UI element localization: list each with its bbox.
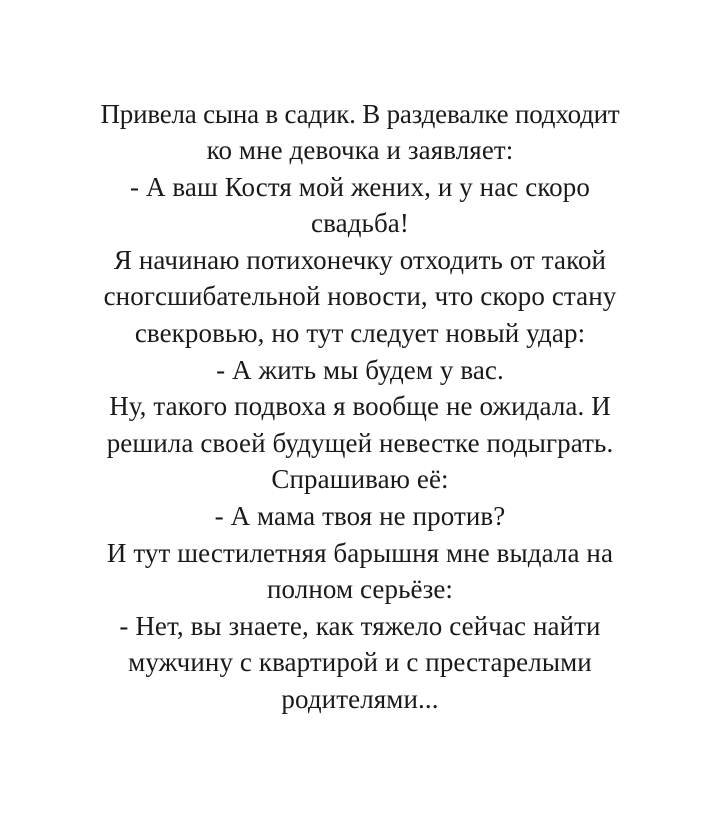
text-line-10: решила своей будущей невестке подыграть. bbox=[106, 427, 614, 458]
text-line-2: ко мне девочка и заявляет: bbox=[206, 135, 514, 166]
text-line-3: - А ваш Костя мой жених, и у нас скоро bbox=[130, 171, 590, 202]
text-line-16: мужчину с квартирой и с престарелыми bbox=[128, 647, 592, 678]
text-line-1: Привела сына в садик. В раздевалке подходит bbox=[100, 98, 620, 129]
joke-text-block bbox=[8, 96, 712, 718]
text-line-11: Спрашиваю её: bbox=[271, 464, 449, 495]
text-line-12: - А мама твоя не против? bbox=[214, 500, 506, 531]
text-line-6: сногсшибательной новости, что скоро стану bbox=[103, 281, 617, 312]
text-line-14: полном серьёзе: bbox=[266, 574, 454, 605]
text-line-13: И тут шестилетняя барышня мне выдала на bbox=[106, 537, 614, 568]
text-line-4: свадьба! bbox=[311, 208, 409, 239]
text-line-17: родителями... bbox=[281, 683, 439, 714]
text-line-8: - А жить мы будем у вас. bbox=[216, 354, 504, 385]
text-line-9: Ну, такого подвоха я вообще не ожидала. И bbox=[109, 391, 611, 422]
text-line-7: свекровью, но тут следует новый удар: bbox=[134, 318, 586, 349]
text-line-5: Я начинаю потихонечку отходить от такой bbox=[113, 244, 607, 275]
text-line-15: - Нет, вы знаете, как тяжело сейчас найти bbox=[119, 610, 601, 641]
